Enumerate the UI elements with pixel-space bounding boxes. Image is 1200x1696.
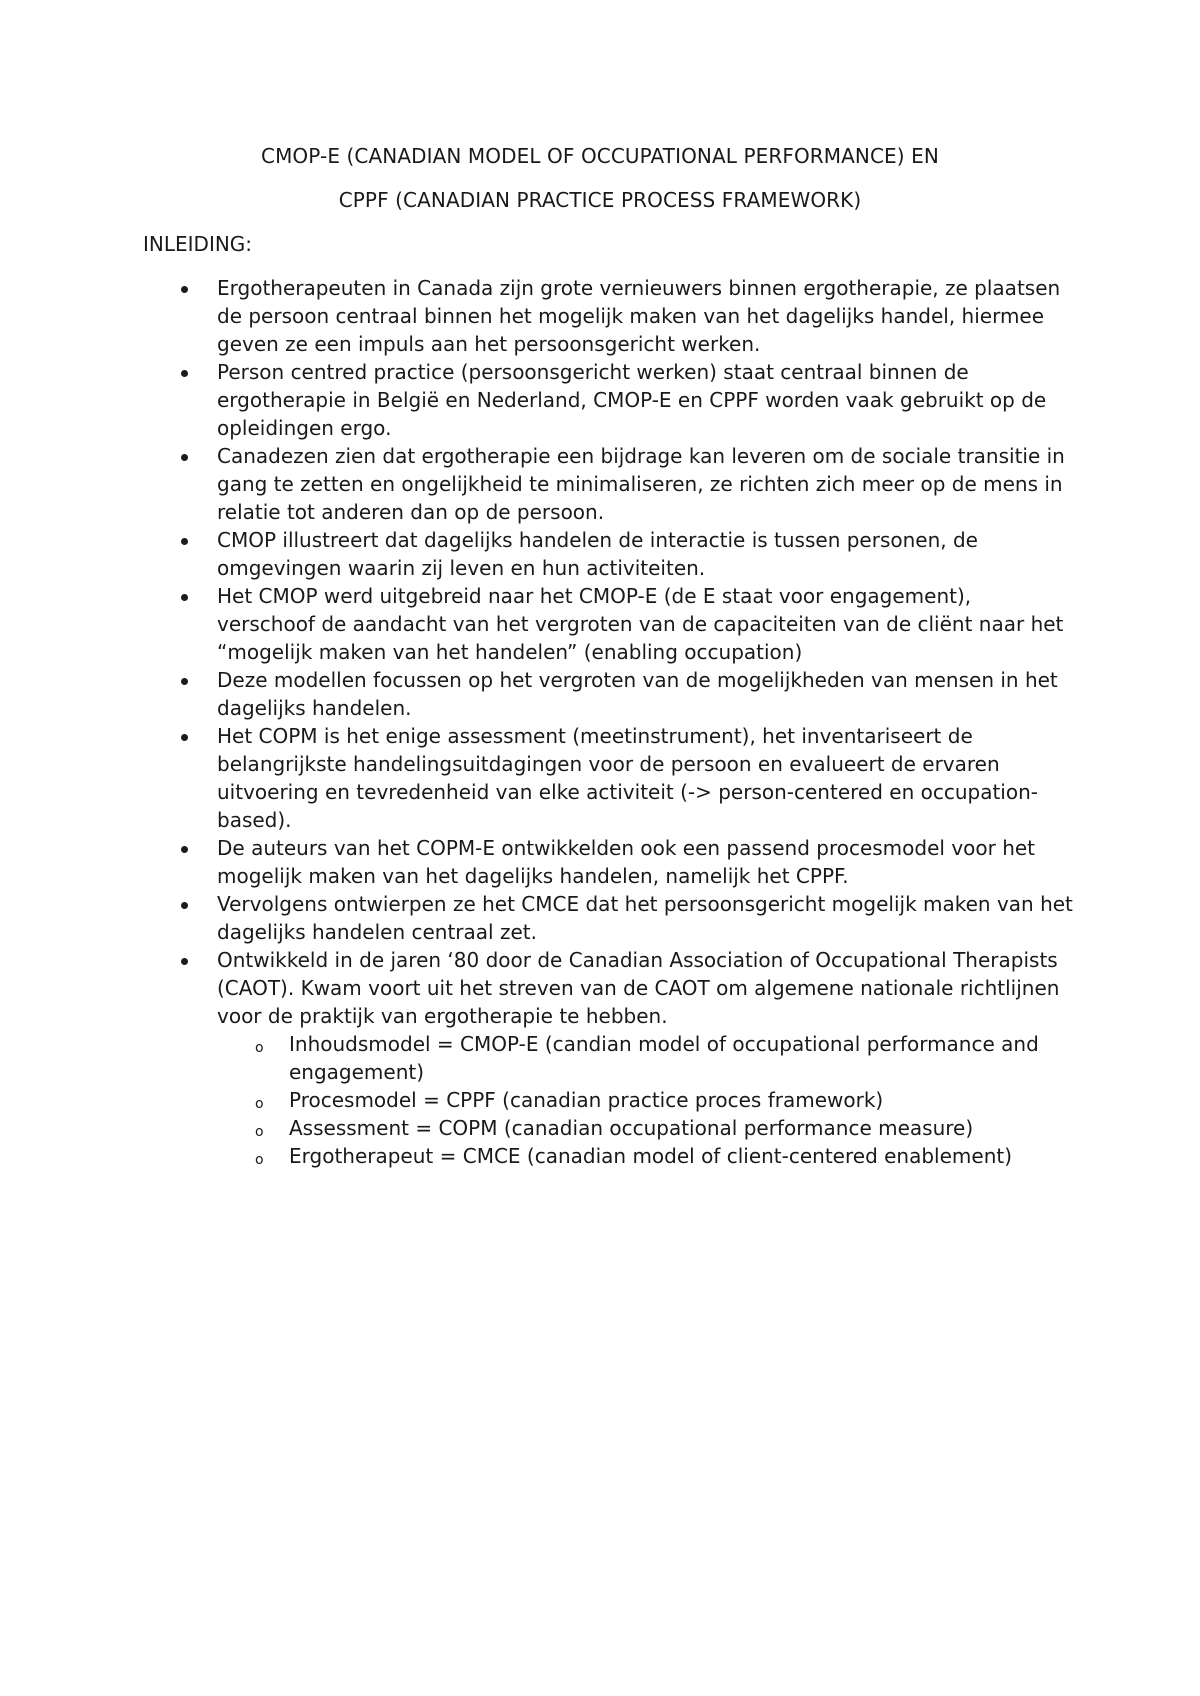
circle-bullet-icon: o	[255, 1096, 264, 1112]
circle-bullet-icon: o	[255, 1124, 264, 1140]
bullet-dot-icon	[181, 678, 188, 685]
bullet-item	[143, 274, 1073, 358]
bullet-dot-icon	[181, 370, 188, 377]
bullet-text: Ontwikkeld in de jaren ‘80 door de Canadian Association of Occupational Therapists (CAOT). Kwam voort uit het streven van de CAOT om algemene nationale richtlijnen voor de praktijk van ergotherapie te hebben.	[217, 948, 1060, 1028]
bullet-text: Deze modellen focussen op het vergroten van de mogelijkheden van mensen in het dagelijks handelen.	[217, 668, 1058, 720]
bullet-item	[143, 526, 1073, 582]
bullet-text: Vervolgens ontwierpen ze het CMCE dat het persoonsgericht mogelijk maken van het dagelijks handelen centraal zet.	[217, 892, 1073, 944]
bullet-dot-icon	[181, 846, 188, 853]
bullet-item	[143, 358, 1073, 442]
bullet-item	[143, 582, 1073, 666]
bullet-item	[143, 722, 1073, 834]
section-heading: INLEIDING:	[143, 232, 253, 256]
document-title-line-2: CPPF (CANADIAN PRACTICE PROCESS FRAMEWORK)	[338, 188, 862, 212]
sub-bullet-text: Assessment = COPM (canadian occupational performance measure)	[289, 1116, 974, 1140]
bullet-text: Ergotherapeuten in Canada zijn grote vernieuwers binnen ergotherapie, ze plaatsen de persoon centraal binnen het mogelijk maken van het dagelijks handel, hiermee geven ze een impuls aan het persoonsgericht werken.	[217, 276, 1061, 356]
bullet-item	[143, 442, 1073, 526]
bullet-dot-icon	[181, 958, 188, 965]
sub-bullet-text: Inhoudsmodel = CMOP-E (candian model of occupational performance and engagement)	[289, 1032, 1039, 1084]
sub-bullet-list	[217, 1030, 1073, 1170]
bullet-item	[143, 946, 1073, 1170]
bullet-text: Canadezen zien dat ergotherapie een bijdrage kan leveren om de sociale transitie in gang te zetten en ongelijkheid te minimaliseren, ze richten zich meer op de mens in relatie tot anderen dan op de persoon.	[217, 444, 1065, 524]
bullet-text: Het CMOP werd uitgebreid naar het CMOP-E (de E staat voor engagement), verschoof de aandacht van het vergroten van de capaciteiten van de cliënt naar het “mogelijk maken van het handelen” (enabling occupation)	[217, 584, 1064, 664]
bullet-dot-icon	[181, 734, 188, 741]
bullet-text: Person centred practice (persoonsgericht werken) staat centraal binnen de ergotherapie in België en Nederland, CMOP-E en CPPF worden vaak gebruikt op de opleidingen ergo.	[217, 360, 1047, 440]
bullet-dot-icon	[181, 902, 188, 909]
sub-bullet-text: Ergotherapeut = CMCE (canadian model of client-centered enablement)	[289, 1144, 1013, 1168]
sub-bullet-item	[217, 1030, 1073, 1086]
bullet-text: Het COPM is het enige assessment (meetinstrument), het inventariseert de belangrijkste handelingsuitdagingen voor de persoon en evalueert de ervaren uitvoering en tevredenheid van elke activiteit (-> person-centered en occupation-based).	[217, 724, 1038, 832]
bullet-item	[143, 834, 1073, 890]
bullet-list	[143, 274, 1073, 1170]
document-title-line-1: CMOP-E (CANADIAN MODEL OF OCCUPATIONAL PERFORMANCE) EN	[261, 144, 939, 168]
bullet-item	[143, 666, 1073, 722]
circle-bullet-icon: o	[255, 1040, 264, 1056]
sub-bullet-item	[217, 1142, 1073, 1170]
circle-bullet-icon: o	[255, 1152, 264, 1168]
bullet-item	[143, 890, 1073, 946]
bullet-dot-icon	[181, 538, 188, 545]
bullet-text: De auteurs van het COPM-E ontwikkelden ook een passend procesmodel voor het mogelijk maken van het dagelijks handelen, namelijk het CPPF.	[217, 836, 1036, 888]
sub-bullet-item	[217, 1114, 1073, 1142]
bullet-dot-icon	[181, 286, 188, 293]
bullet-dot-icon	[181, 454, 188, 461]
sub-bullet-text: Procesmodel = CPPF (canadian practice proces framework)	[289, 1088, 884, 1112]
sub-bullet-item	[217, 1086, 1073, 1114]
bullet-text: CMOP illustreert dat dagelijks handelen de interactie is tussen personen, de omgevingen waarin zij leven en hun activiteiten.	[217, 528, 978, 580]
bullet-dot-icon	[181, 594, 188, 601]
